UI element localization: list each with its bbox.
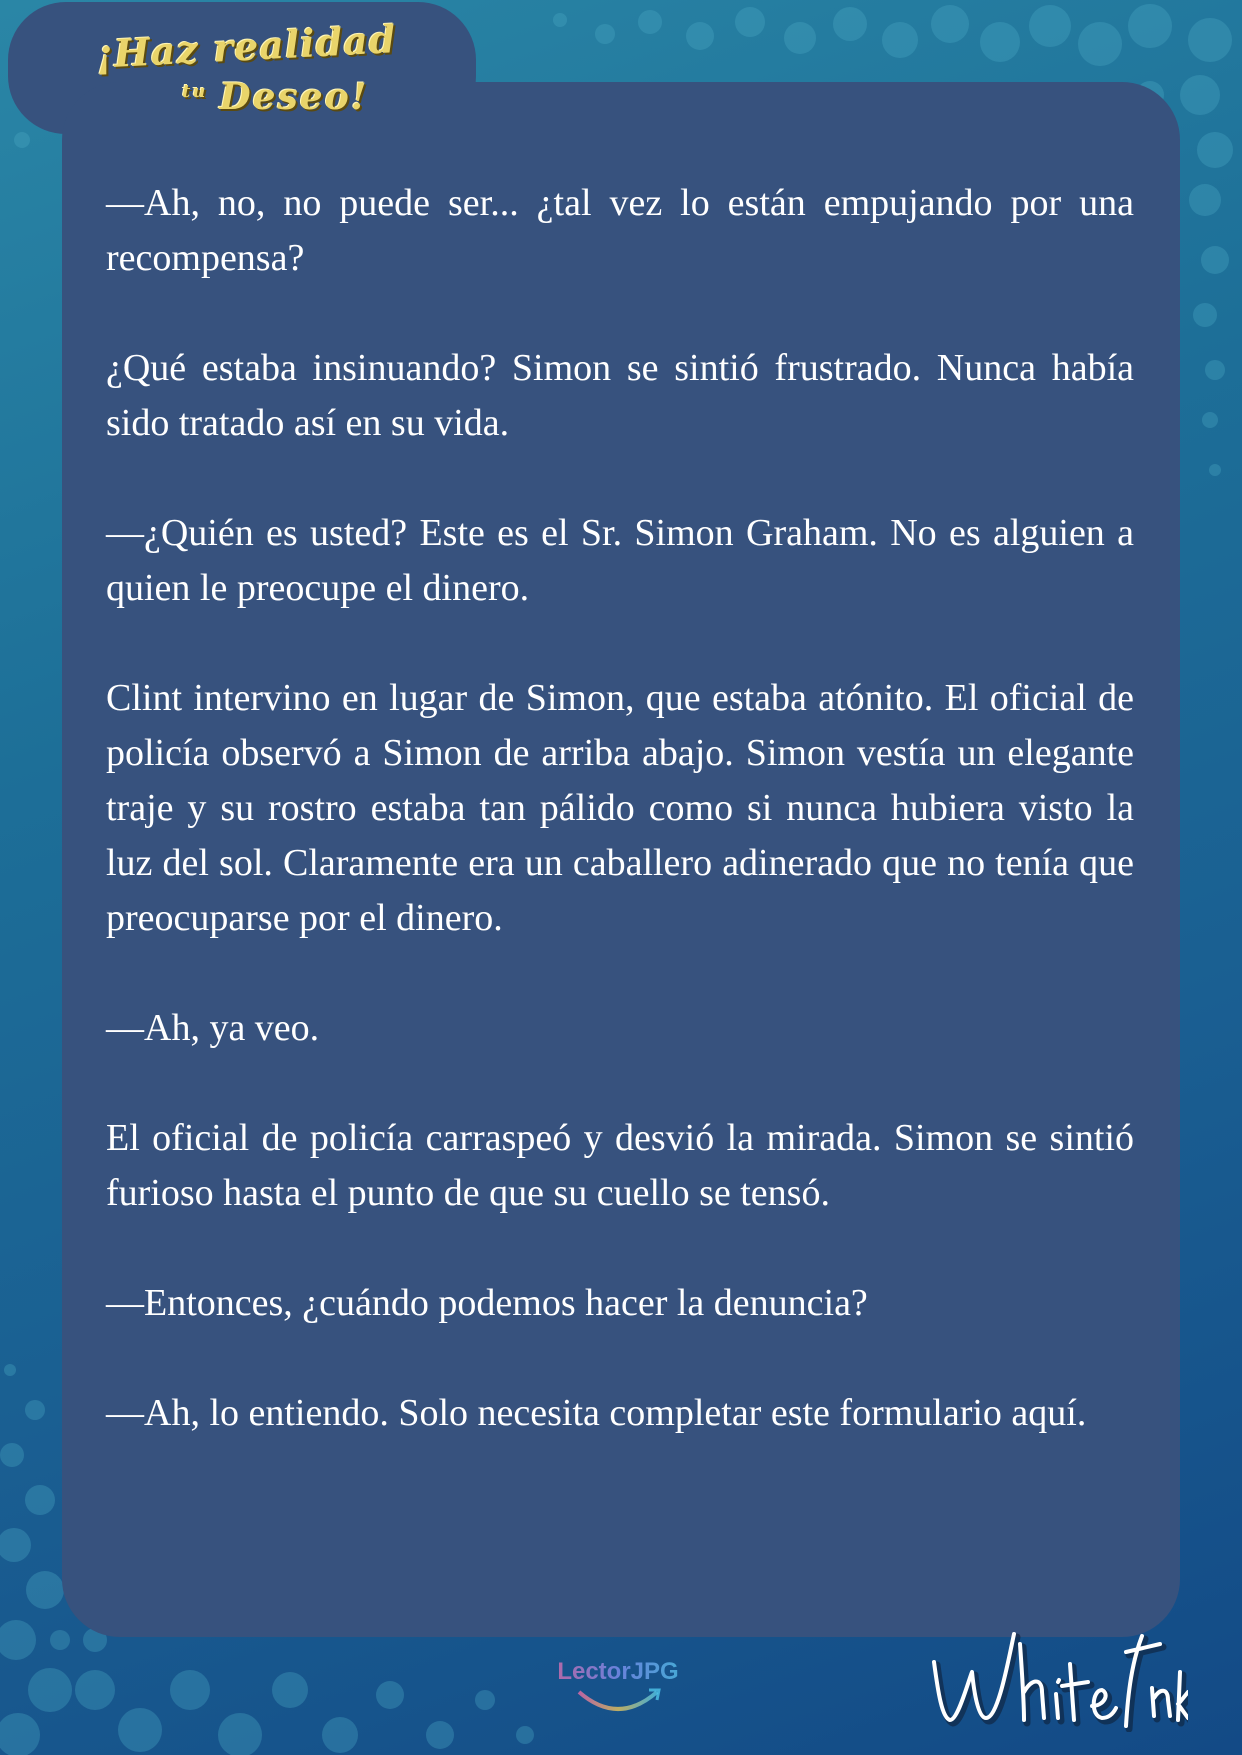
paragraph: —Ah, lo entiendo. Solo necesita completar este formulario aquí. (106, 1392, 1087, 1434)
paragraph: —Entonces, ¿cuándo podemos hacer la denuncia? (106, 1282, 868, 1324)
logo-line2 (182, 76, 369, 118)
story-text (106, 176, 1134, 1496)
paragraph: —Ah, ya veo. (106, 1007, 320, 1049)
lectorjpg-watermark (548, 1658, 688, 1738)
paragraph: ¿Qué estaba insinuando? Simon se sintió frustrado. Nunca había sido tratado así en su vida. (106, 347, 1134, 444)
watermark-text: LectorJPG (548, 1658, 688, 1686)
logo-deseo: Deseo! (219, 76, 369, 118)
logo-line1: ¡Haz realidad (95, 16, 398, 77)
smile-arrow-icon (573, 1686, 663, 1720)
logo-tu: tu (182, 81, 208, 102)
logo (90, 14, 398, 124)
paragraph: —Ah, no, no puede ser... ¿tal vez lo están empujando por una recompensa? (106, 182, 1134, 279)
paragraph: Clint intervino en lugar de Simon, que estaba atónito. El oficial de policía observó a Simon de arriba abajo. Simon vestía un elegante traje y su rostro estaba tan pálido como si nunca hubiera visto la luz del sol. Claramente era un caballero adinerado que no tenía que preocuparse por el dinero. (106, 677, 1134, 939)
paragraph: —¿Quién es usted? Este es el Sr. Simon Graham. No es alguien a quien le preocupe el dinero. (106, 512, 1134, 609)
white-ink-signature (928, 1622, 1188, 1732)
paragraph: El oficial de policía carraspeó y desvió la mirada. Simon se sintió furioso hasta el punto de que su cuello se tensó. (106, 1117, 1134, 1214)
